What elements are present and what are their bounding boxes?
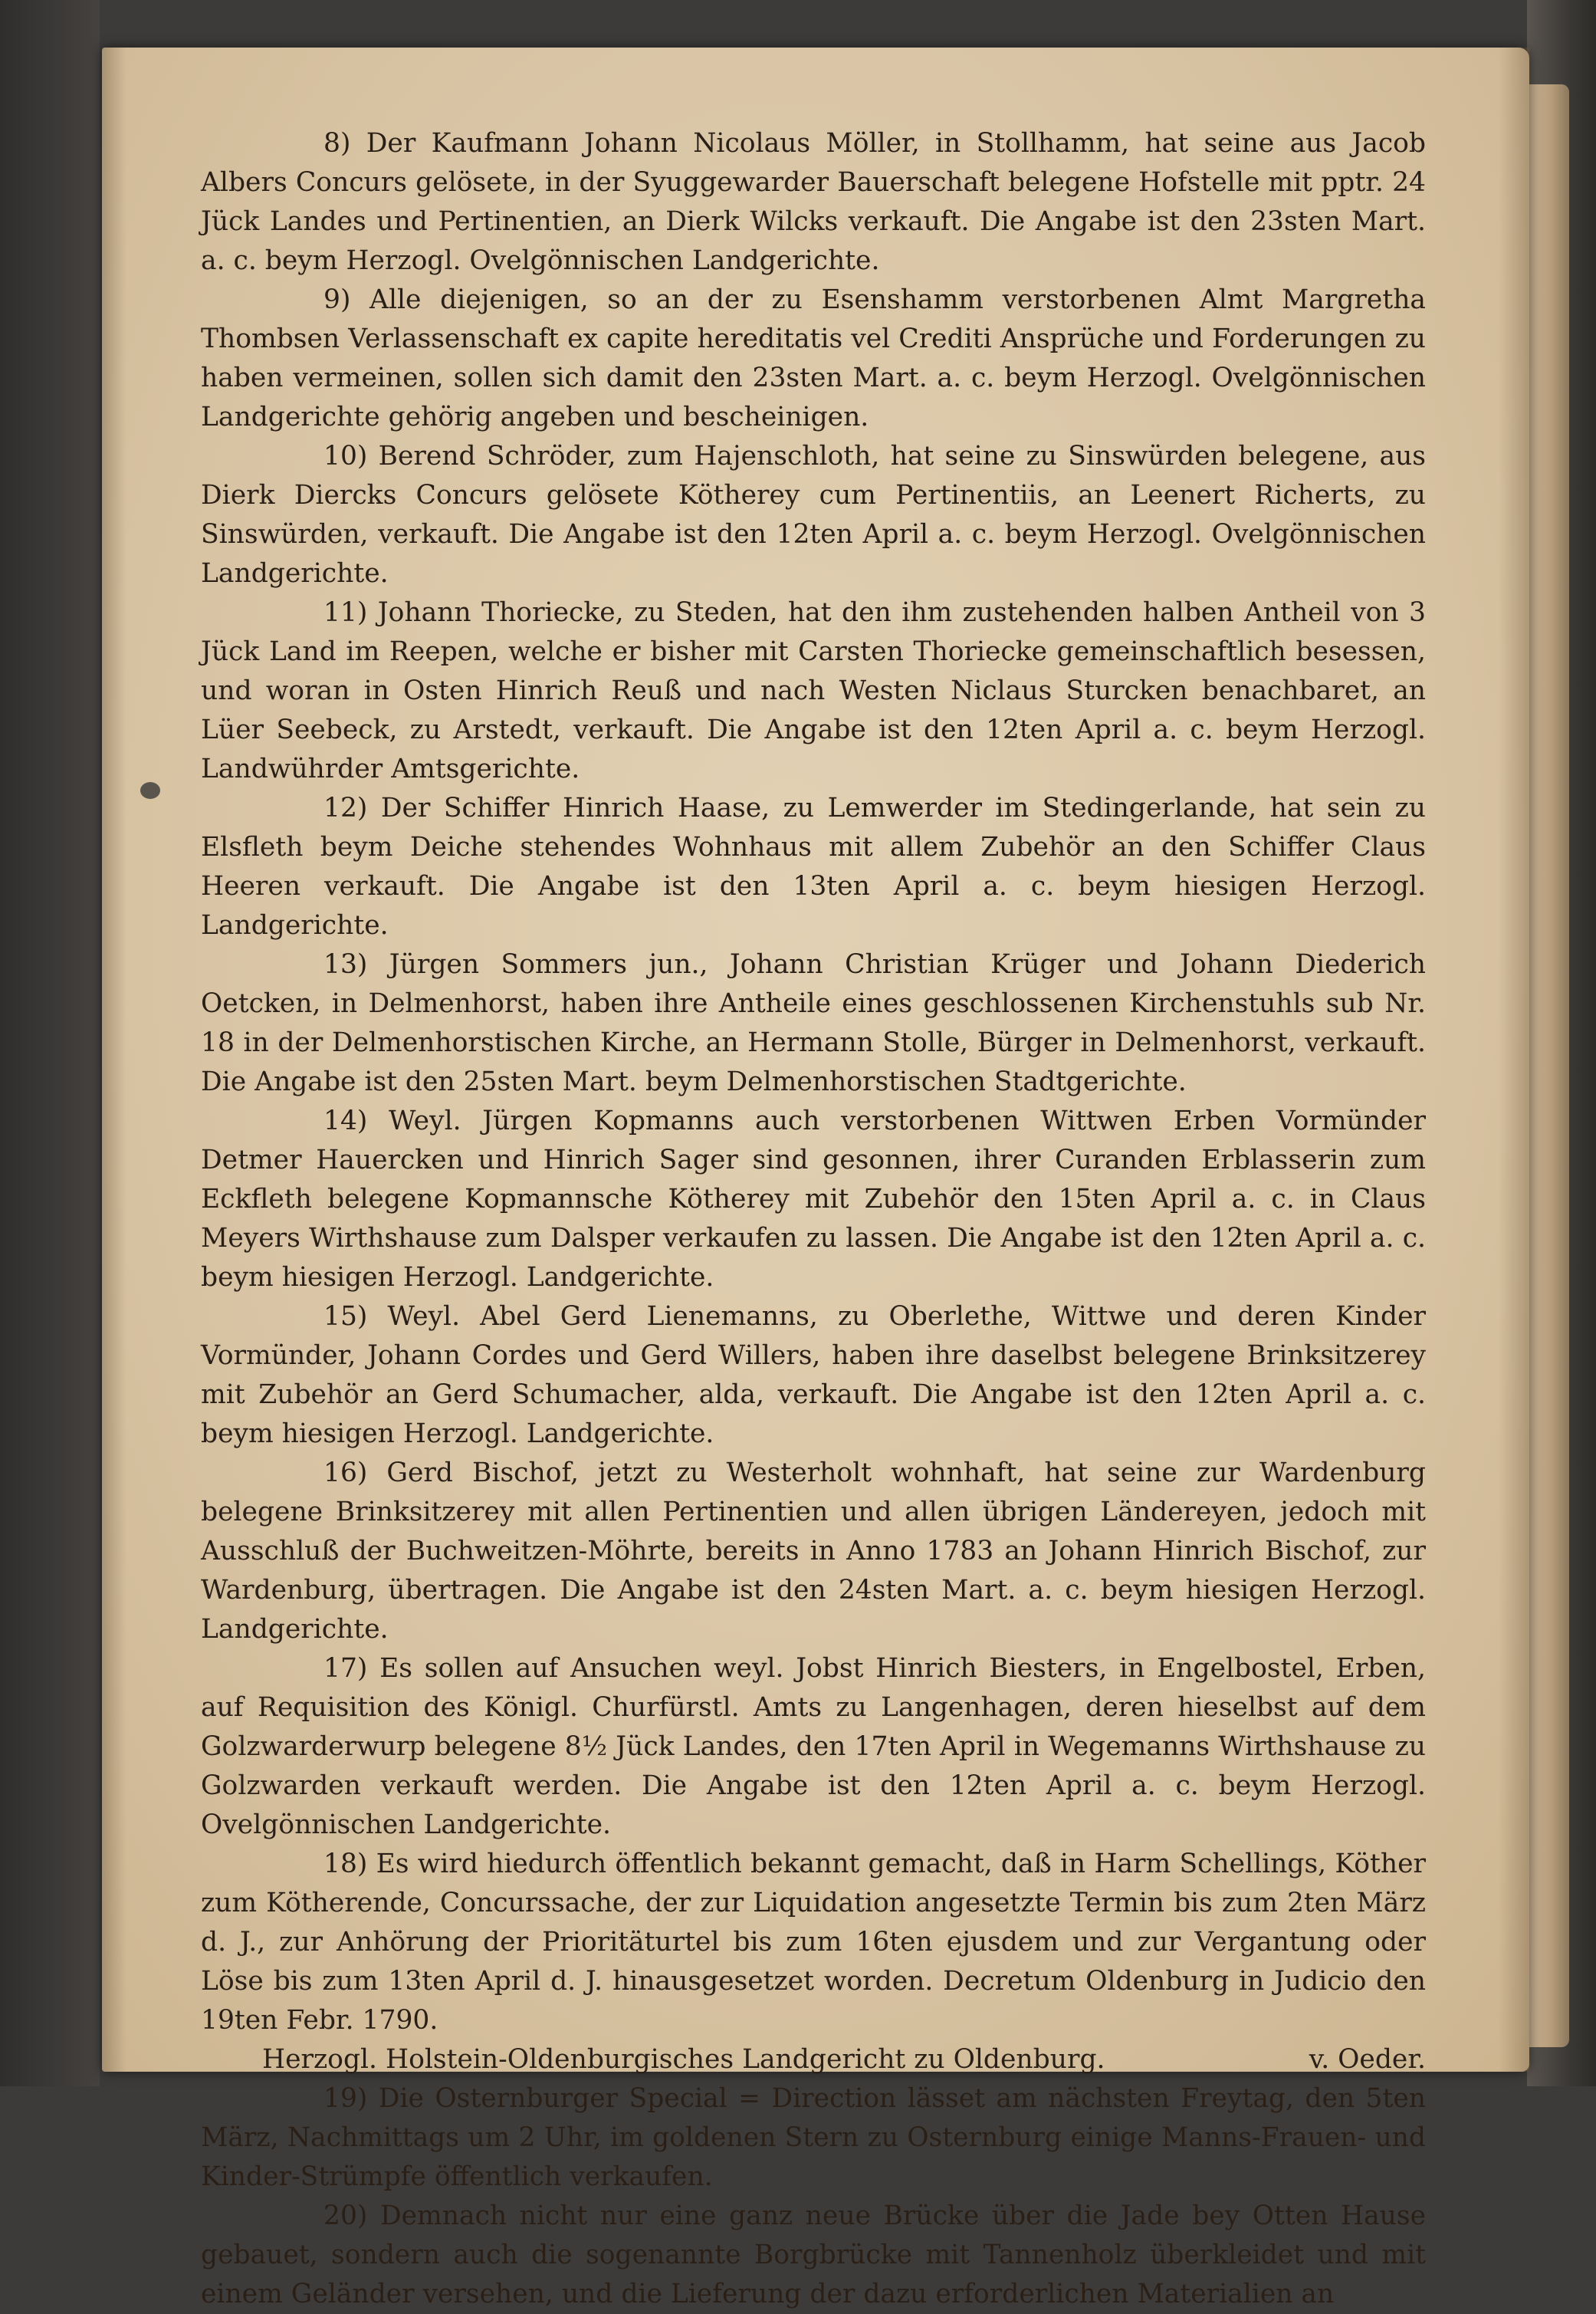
entry-13: 13) Jürgen Sommers jun., Johann Christian Krüger und Johann Diederich Oetcken, in Delmenhorst, haben ihre Antheile eines geschlossenen Kirchenstuhls sub Nr. 18 in der Delmenhorstischen Kirche, an Hermann Stolle, Bürger in Delmenhorst, verkauft. Die Angabe ist den 25sten Mart. beym Delmenhorstischen Stadtgerichte. [201,949,1426,1097]
entry-12: 12) Der Schiffer Hinrich Haase, zu Lemwerder im Stedingerlande, hat sein zu Elsfleth beym Deiche stehendes Wohnhaus mit allem Zubehör an den Schiffer Claus Heeren verkauft. Die Angabe ist den 13ten April a. c. beym hiesigen Herzogl. Landgerichte. [201,793,1426,941]
entry-9: 9) Alle diejenigen, so an der zu Esenshamm verstorbenen Almt Margretha Thombsen Verlassenschaft ex capite hereditatis vel Crediti Ansprüche und Forderungen zu haben vermeinen, sollen sich damit den 23sten Mart. a. c. beym Herzogl. Ovelgönnischen Landgerichte gehörig angeben und bescheinigen. [201,284,1426,432]
entry-20: 20) Demnach nicht nur eine ganz neue Brücke über die Jade bey Otten Hause gebauet, sondern auch die sogenannte Borgbrücke mit Tannenholz überkleidet und mit einem Geländer versehen, und die Lieferung der dazu erforderlichen Materialien an [201,2201,1426,2309]
entry-16: 16) Gerd Bischof, jetzt zu Westerholt wohnhaft, hat seine zur Wardenburg belegene Brinksitzerey mit allen Pertinentien und allen übrigen Ländereyen, jedoch mit Ausschluß der Buchweitzen-Möhrte, bereits in Anno 1783 an Johann Hinrich Bischof, zur Wardenburg, übertragen. Die Angabe ist den 24sten Mart. a. c. beym hiesigen Herzogl. Landgerichte. [201,1458,1426,1645]
court-name: Herzogl. Holstein-Oldenburgisches Landgericht zu Oldenburg. [262,2044,1105,2075]
signer-name: v. Oeder. [1309,2044,1426,2075]
page-text [201,124,1426,2314]
court-signature-line [201,2040,1426,2079]
entry-15: 15) Weyl. Abel Gerd Lienemanns, zu Oberlethe, Wittwe und deren Kinder Vormünder, Johann Cordes und Gerd Willers, haben ihre daselbst belegene Brinksitzerey mit Zubehör an Gerd Schumacher, alda, verkauft. Die Angabe ist den 12ten April a. c. beym hiesigen Herzogl. Landgerichte. [201,1301,1426,1449]
entry-11: 11) Johann Thoriecke, zu Steden, hat den ihm zustehenden halben Antheil von 3 Jück Land im Reepen, welche er bisher mit Carsten Thoriecke gemeinschaftlich besessen, und woran in Osten Hinrich Reuß und nach Westen Niclaus Sturcken benachbaret, an Lüer Seebeck, zu Arstedt, verkauft. Die Angabe ist den 12ten April a. c. beym Herzogl. Landwührder Amtsgerichte. [201,597,1426,784]
entry-19: 19) Die Osternburger Special = Direction lässet am nächsten Freytag, den 5ten März, Nachmittags um 2 Uhr, im goldenen Stern zu Osternburg einige Manns-Frauen- und Kinder-Strümpfe öffentlich verkaufen. [201,2083,1426,2192]
entry-14: 14) Weyl. Jürgen Kopmanns auch verstorbenen Wittwen Erben Vormünder Detmer Hauercken und Hinrich Sager sind gesonnen, ihrer Curanden Erblasserin zum Eckfleth belegene Kopmannsche Kötherey mit Zubehör den 15ten April a. c. in Claus Meyers Wirthshause zum Dalsper verkaufen zu lassen. Die Angabe ist den 12ten April a. c. beym hiesigen Herzogl. Landgerichte. [201,1106,1426,1293]
entry-8: 8) Der Kaufmann Johann Nicolaus Möller, in Stollhamm, hat seine aus Jacob Albers Concurs gelösete, in der Syuggewarder Bauerschaft belegene Hofstelle mit pptr. 24 Jück Landes und Pertinentien, an Dierk Wilcks verkauft. Die Angabe ist den 23sten Mart. a. c. beym Herzogl. Ovelgönnischen Landgerichte. [201,128,1426,276]
entry-10: 10) Berend Schröder, zum Hajenschloth, hat seine zu Sinswürden belegene, aus Dierk Diercks Concurs gelösete Kötherey cum Pertinentiis, an Leenert Richerts, zu Sinswürden, verkauft. Die Angabe ist den 12ten April a. c. beym Herzogl. Ovelgönnischen Landgerichte. [201,441,1426,589]
entry-18: 18) Es wird hiedurch öffentlich bekannt gemacht, daß in Harm Schellings, Köther zum Kötherende, Concurssache, der zur Liquidation angesetzte Termin bis zum 2ten März d. J., zur Anhörung der Prioritäturtel bis zum 16ten ejusdem und zur Vergantung oder Löse bis zum 13ten April d. J. hinausgesetzet worden. Decretum Oldenburg in Judicio den 19ten Febr. 1790. [201,1849,1426,2036]
paper-spot-mark [140,782,160,799]
entry-17: 17) Es sollen auf Ansuchen weyl. Jobst Hinrich Biesters, in Engelbostel, Erben, auf Requisition des Königl. Churfürstl. Amts zu Langenhagen, deren hieselbst auf dem Golzwarderwurp belegene 8½ Jück Landes, den 17ten April in Wegemanns Wirthshause zu Golzwarden verkauft werden. Die Angabe ist den 12ten April a. c. beym Herzogl. Ovelgönnischen Landgerichte. [201,1653,1426,1840]
scan-backdrop-left [0,0,100,2086]
